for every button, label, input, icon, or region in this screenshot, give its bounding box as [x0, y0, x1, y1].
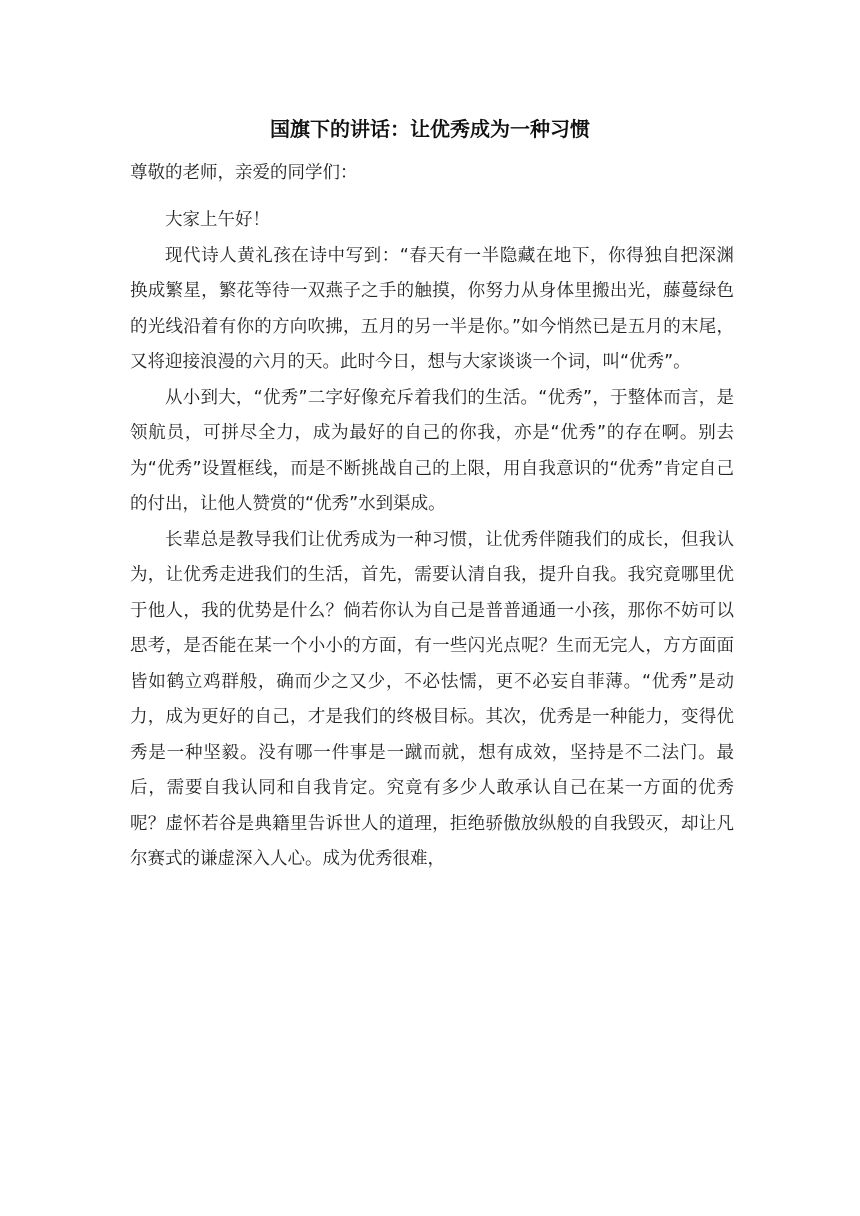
paragraph-excellence-meaning: 从小到大，“优秀”二字好像充斥着我们的生活。“优秀”，于整体而言，是领航员，可拼尽全力，成为最好的自己的你我，亦是“优秀”的存在啊。别去为“优秀”设置框线，而是不断挑战自己的上限，用自我意识的“优秀”肯定自己的付出，让他人赞赏的“优秀”水到渠成。 — [130, 387, 734, 514]
paragraph-greeting: 大家上午好！ — [165, 210, 270, 230]
document-body — [130, 203, 734, 878]
paragraph-excellence-habit: 长辈总是教导我们让优秀成为一种习惯，让优秀伴随我们的成长，但我认为，让优秀走进我们的生活，首先，需要认清自我，提升自我。我究竟哪里优于他人，我的优势是什么？倘若你认为自己是普普通通一小孩，那你不妨可以思考，是否能在某一个小小的方面，有一些闪光点呢？生而无完人，方方面面皆如鹤立鸡群般，确而少之又少，不必怯懦，更不必妄自菲薄。“优秀”是动力，成为更好的自己，才是我们的终极目标。其次，优秀是一种能力，变得优秀是一种坚毅。没有哪一件事是一蹴而就，想有成效，坚持是不二法门。最后，需要自我认同和自我肯定。究竟有多少人敢承认自己在某一方面的优秀呢？虚怀若谷是典籍里告诉世人的道理，拒绝骄傲放纵般的自我毁灭，却让凡尔赛式的谦虚深入人心。成为优秀很难， — [130, 529, 734, 869]
paragraph-poem-quote: 现代诗人黄礼孩在诗中写到：“春天有一半隐藏在地下，你得独自把深渊换成繁星，繁花等待一双燕子之手的触摸，你努力从身体里搬出光，藤蔓绿色的光线沿着有你的方向吹拂，五月的另一半是你。”如今悄然已是五月的末尾，又将迎接浪漫的六月的天。此时今日，想与大家谈谈一个词，叫“优秀”。 — [130, 245, 734, 372]
salutation: 尊敬的老师，亲爱的同学们： — [130, 163, 358, 183]
document-title: 国旗下的讲话：让优秀成为一种习惯 — [270, 117, 590, 141]
